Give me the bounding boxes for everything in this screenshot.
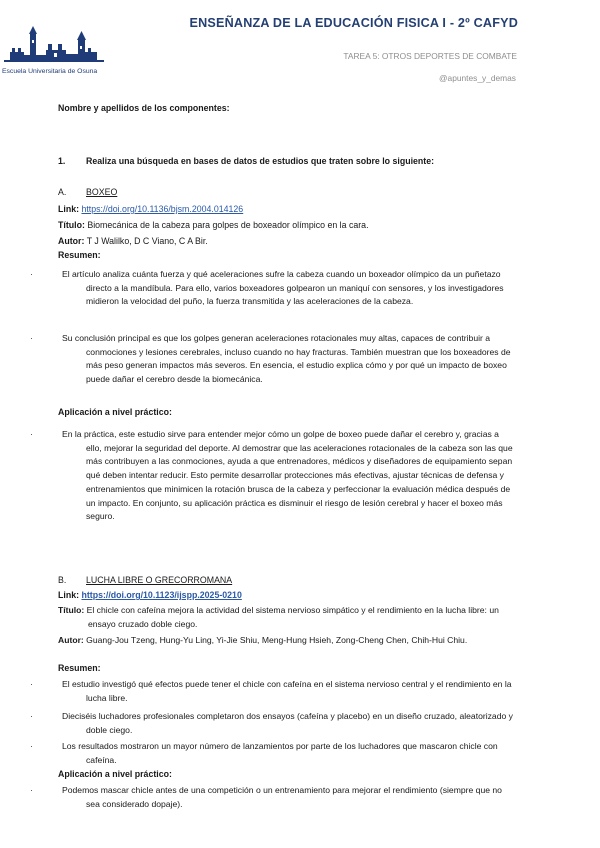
section-a-author-row — [58, 235, 208, 249]
section-a-title: Biomecánica de la cabeza para golpes de boxeador olímpico en la cara. — [87, 220, 369, 230]
section-a-title-row — [58, 219, 369, 233]
list-item: · Dieciséis luchadores profesionales completaron dos ensayos (cafeína y placebo) en un diseño cruzado, aleatorizado y doble ciego. — [30, 711, 513, 735]
list-item: · En la práctica, este estudio sirve para entender mejor cómo un golpe de boxeo puede dañar el cerebro y, gracias a ello, mejorar la seguridad del deporte. Al demostrar que las aceleraciones rotacionales de la cabeza son las que más contribuyen a las conmociones, ayuda a que entrenadores, médicos y diseñadores de equipamiento sepan qué deben intentar reducir. Esto permite desarrollar protecciones más efectivas, ajustar técnicas de defensa y entrenamientos que minimicen la rotación brusca de la cabeza y perfeccionar la evaluación médica después de un impacto. En conjunto, su aplicación práctica es disminuir el riesgo de lesión cerebral y hacer el boxeo más seguro. — [30, 429, 513, 522]
document-subtitle: TAREA 5: OTROS DEPORTES DE COMBATE — [343, 51, 517, 61]
section-b-summary-3: Los resultados mostraron un mayor número de lanzamientos por parte de los luchadores que mascaron chicle con cafeína. — [62, 741, 498, 765]
section-b-letter: B. — [58, 575, 67, 585]
author-handle: @apuntes_y_demas — [439, 73, 516, 83]
section-a-author: T J Walilko, D C Viano, C A Bir. — [86, 236, 208, 246]
section-a-link[interactable]: https://doi.org/10.1136/bjsm.2004.014126 — [81, 204, 244, 214]
section-b-author-row — [58, 634, 516, 648]
section-a-letter: A. — [58, 187, 67, 197]
section-a-practice-label: Aplicación a nivel práctico: — [58, 407, 172, 417]
section-a-summary-label: Resumen: — [58, 250, 101, 260]
list-item: · Su conclusión principal es que los golpes generan aceleraciones rotacionales muy altas, capaces de contribuir a conmociones y lesiones cerebrales, incluso cuando no hay fracturas. También muestran que los boxeadores de más peso generan impactos más severos. En esencia, el estudio explica cómo y por qué un impacto de boxeo puede dañar el cerebro desde la biomecánica. — [30, 333, 511, 385]
section-b-link-row — [58, 589, 242, 603]
title-label: Título: — [58, 605, 85, 615]
section-b-summary-1: El estudio investigó qué efectos puede tener el chicle con cafeína en el sistema nervioso central y el rendimiento en la lucha libre. — [62, 679, 512, 703]
link-label: Link: — [58, 590, 80, 600]
question-number: 1. — [58, 156, 66, 166]
author-label: Autor: — [58, 635, 84, 645]
list-item: · Podemos mascar chicle antes de una competición o un entrenamiento para mejorar el rendimiento (siempre que no sea considerado dopaje). — [30, 785, 502, 809]
section-a-heading: BOXEO — [86, 187, 118, 197]
section-b-summary-2: Dieciséis luchadores profesionales completaron dos ensayos (cafeína y placebo) en un diseño cruzado, aleatorizado y doble ciego. — [62, 711, 513, 735]
components-label: Nombre y apellidos de los componentes: — [58, 103, 230, 113]
list-item: · Los resultados mostraron un mayor número de lanzamientos por parte de los luchadores que mascaron chicle con cafeína. — [30, 741, 498, 765]
link-label: Link: — [58, 204, 80, 214]
question-text: Realiza una búsqueda en bases de datos de estudios que traten sobre lo siguiente: — [86, 156, 435, 166]
section-b-practice-label: Aplicación a nivel práctico: — [58, 769, 172, 779]
section-b-link[interactable]: https://doi.org/10.1123/ijspp.2025-0210 — [81, 590, 242, 600]
section-b-summary-label: Resumen: — [58, 663, 101, 673]
logo-caption: Escuela Universitaria de Osuna — [2, 68, 98, 75]
section-b-title: El chicle con cafeína mejora la actividad del sistema nervioso simpático y el rendimiento en la lucha libre: un ensayo cruzado doble ciego. — [86, 605, 499, 629]
section-b-author: Guang-Jou Tzeng, Hung-Yu Ling, Yi-Jie Shiu, Meng-Hung Hsieh, Zong-Cheng Chen, Chih-Hui Chiu. — [86, 635, 468, 645]
castle-icon — [4, 22, 104, 68]
section-b-heading: LUCHA LIBRE O GRECORROMANA — [86, 575, 233, 585]
author-label: Autor: — [58, 236, 85, 246]
section-b-title-row — [58, 604, 516, 631]
title-label: Título: — [58, 220, 85, 230]
section-b-practice-1: Podemos mascar chicle antes de una competición o un entrenamiento para mejorar el rendimiento (siempre que no sea considerado dopaje). — [62, 785, 502, 809]
section-a-link-row — [58, 203, 243, 217]
list-item: · El estudio investigó qué efectos puede tener el chicle con cafeína en el sistema nervioso central y el rendimiento en la lucha libre. — [30, 679, 512, 703]
section-a-summary-1: El artículo analiza cuánta fuerza y qué aceleraciones sufre la cabeza cuando un boxeador olímpico da un puñetazo directo a la mandíbula. Para ello, varios boxeadores golpearon un maniquí con sensores, y los investigadores midieron la velocidad del puño, la fuerza transmitida y las aceleraciones de la cabeza. — [62, 269, 504, 307]
section-a-practice-1: En la práctica, este estudio sirve para entender mejor cómo un golpe de boxeo puede dañar el cerebro y, gracias a ello, mejorar la seguridad del deporte. Al demostrar que las aceleraciones rotacionales de la cabeza son las que más contribuyen a las conmociones, ayuda a que entrenadores, médicos y diseñadores de equipamiento sepan qué deben intentar reducir. Esto permite desarrollar protecciones más efectivas, ajustar técnicas de defensa y entrenamientos que minimicen la rotación brusca de la cabeza y perfeccionar la evaluación médica después de un impacto. En conjunto, su aplicación práctica es disminuir el riesgo de lesión cerebral y hacer el boxeo más seguro. — [62, 429, 513, 522]
document-title: ENSEÑANZA DE LA EDUCACIÓN FISICA I - 2º CAFYD — [189, 16, 518, 30]
list-item: · El artículo analiza cuánta fuerza y qué aceleraciones sufre la cabeza cuando un boxeador olímpico da un puñetazo directo a la mandíbula. Para ello, varios boxeadores golpearon un maniquí con sensores, y los investigadores midieron la velocidad del puño, la fuerza transmitida y las aceleraciones de la cabeza. — [30, 269, 504, 307]
section-a-summary-2: Su conclusión principal es que los golpes generan aceleraciones rotacionales muy altas, capaces de contribuir a conmociones y lesiones cerebrales, incluso cuando no hay fracturas. También muestran que los boxeadores de más peso generan impactos más severos. En esencia, el estudio explica cómo y por qué un impacto de boxeo puede dañar el cerebro desde la biomecánica. — [62, 333, 511, 385]
